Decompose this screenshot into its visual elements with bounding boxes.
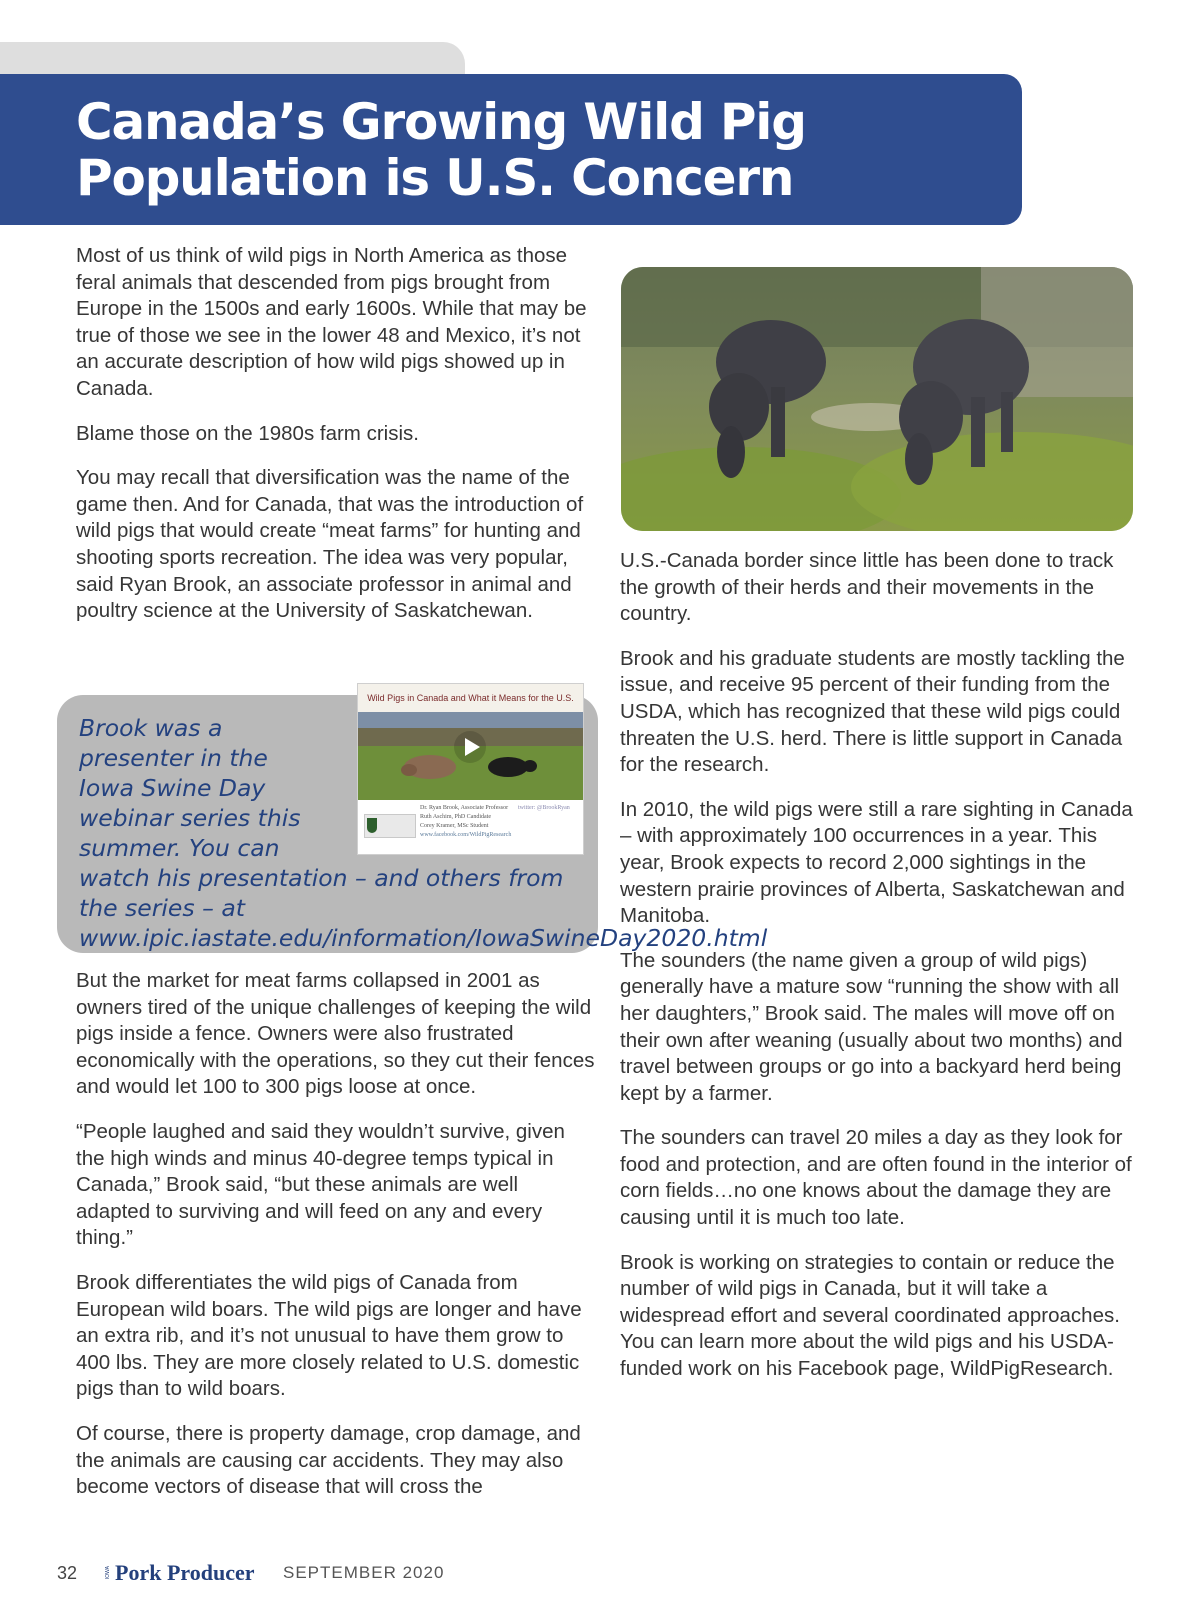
paragraph: Most of us think of wild pigs in North America as those feral animals that descended from pigs brought from Europe in the 1500s and early 1600s. While that may be true of those we see in the lower 48 and Mexico, it’s not an accurate description of how wild pigs showed up in Canada. xyxy=(76,244,587,400)
title-banner xyxy=(0,74,1022,225)
video-thumbnail[interactable] xyxy=(357,683,584,855)
video-credits xyxy=(358,800,583,854)
right-column xyxy=(620,548,1140,1401)
credit-line: Ruth Aschim, PhD Candidate xyxy=(420,814,491,820)
paragraph: Blame those on the 1980s farm crisis. xyxy=(76,421,419,445)
paragraph: Brook and his graduate students are mostly tackling the issue, and receive 95 percent of their funding from the USDA, which has recognized that these wild pigs could threaten the U.S. herd. There is little support in Canada for the research. xyxy=(620,646,1125,777)
page-number: 32 xyxy=(57,1563,78,1583)
callout-text-content: Brook was a presenter in the Iowa Swine Day webinar series this summer. You can watch his presentation – and others from the series – at www.ipic.iastate.edu/information/IowaSwineDay2020.html xyxy=(79,714,768,952)
credit-line: Corey Kramer, MSc Student xyxy=(420,823,489,829)
credit-url: www.facebook.com/WildPigResearch xyxy=(420,832,512,838)
issue-date: SEPTEMBER 2020 xyxy=(283,1563,445,1582)
university-logo xyxy=(364,814,416,838)
paragraph: Brook is working on strategies to contain or reduce the number of wild pigs in Canada, but it will take a widespread effort and several coordinated approaches. You can learn more about the wild pigs and his USDA-funded work on his Facebook page, WildPigResearch. xyxy=(620,1250,1120,1381)
paragraph: The sounders can travel 20 miles a day as they look for food and protection, and are often found in the interior of corn fields…no one knows about the damage they are causing until it is much too late. xyxy=(620,1126,1132,1230)
paragraph: U.S.-Canada border since little has been done to track the growth of their herds and their movements in the country. xyxy=(620,549,1114,626)
paragraph: You may recall that diversification was the name of the game then. And for Canada, that was the introduction of wild pigs that would create “meat farms” for hunting and shooting sports recreation. The idea was very popular, said Ryan Brook, an associate professor in animal and poultry science at the University of Saskatchewan. xyxy=(76,466,584,623)
paragraph: The sounders (the name given a group of wild pigs) generally have a mature sow “running the show with all her daughters,” Brook said. The males will move off on their own after weaning (usually about two months) and travel between groups or go into a backyard herd being kept by a farmer. xyxy=(620,948,1123,1105)
publication-prefix: IOWA xyxy=(105,1566,111,1580)
paragraph: Of course, there is property damage, crop damage, and the animals are causing car accidents. They may also become vectors of disease that will cross the xyxy=(76,1421,581,1499)
left-column-bottom xyxy=(76,968,596,1519)
credit-line: Dr. Ryan Brook, Associate Professor xyxy=(420,805,509,811)
paragraph: “People laughed and said they wouldn’t survive, given the high winds and minus 40-degree temps typical in Canada,” Brook said, “but these animals are well adapted to surviving and will feed on any and every thing.” xyxy=(76,1119,565,1250)
left-column-top xyxy=(76,243,596,643)
paragraph: In 2010, the wild pigs were still a rare sighting in Canada – with approximately 100 occurrences in a year. This year, Brook expects to record 2,000 sightings in the western prairie provinces of Alberta, Saskatchewan and Manitoba. xyxy=(620,797,1133,928)
play-icon[interactable] xyxy=(453,730,487,764)
credit-handle: twitter: @BrookRyan xyxy=(518,805,570,811)
paragraph: But the market for meat farms collapsed in 2001 as owners tired of the unique challenges of keeping the wild pigs inside a fence. Owners were also frustrated economically with the operations, so they cut their fences and would let 100 to 300 pigs loose at once. xyxy=(76,969,595,1099)
paragraph: Brook differentiates the wild pigs of Canada from European wild boars. The wild pigs are longer and have an extra rib, and it’s not unusual to have them grow to 400 lbs. They are more closely related to U.S. domestic pigs than to wild boars. xyxy=(76,1270,582,1401)
publication-name: Pork Producer xyxy=(115,1560,255,1585)
video-title: Wild Pigs in Canada and What it Means for the U.S. xyxy=(358,684,583,712)
article-title: Canada’s Growing Wild Pig Population is U.S. Concern xyxy=(76,93,806,207)
wild-pigs-photo xyxy=(621,267,1133,531)
